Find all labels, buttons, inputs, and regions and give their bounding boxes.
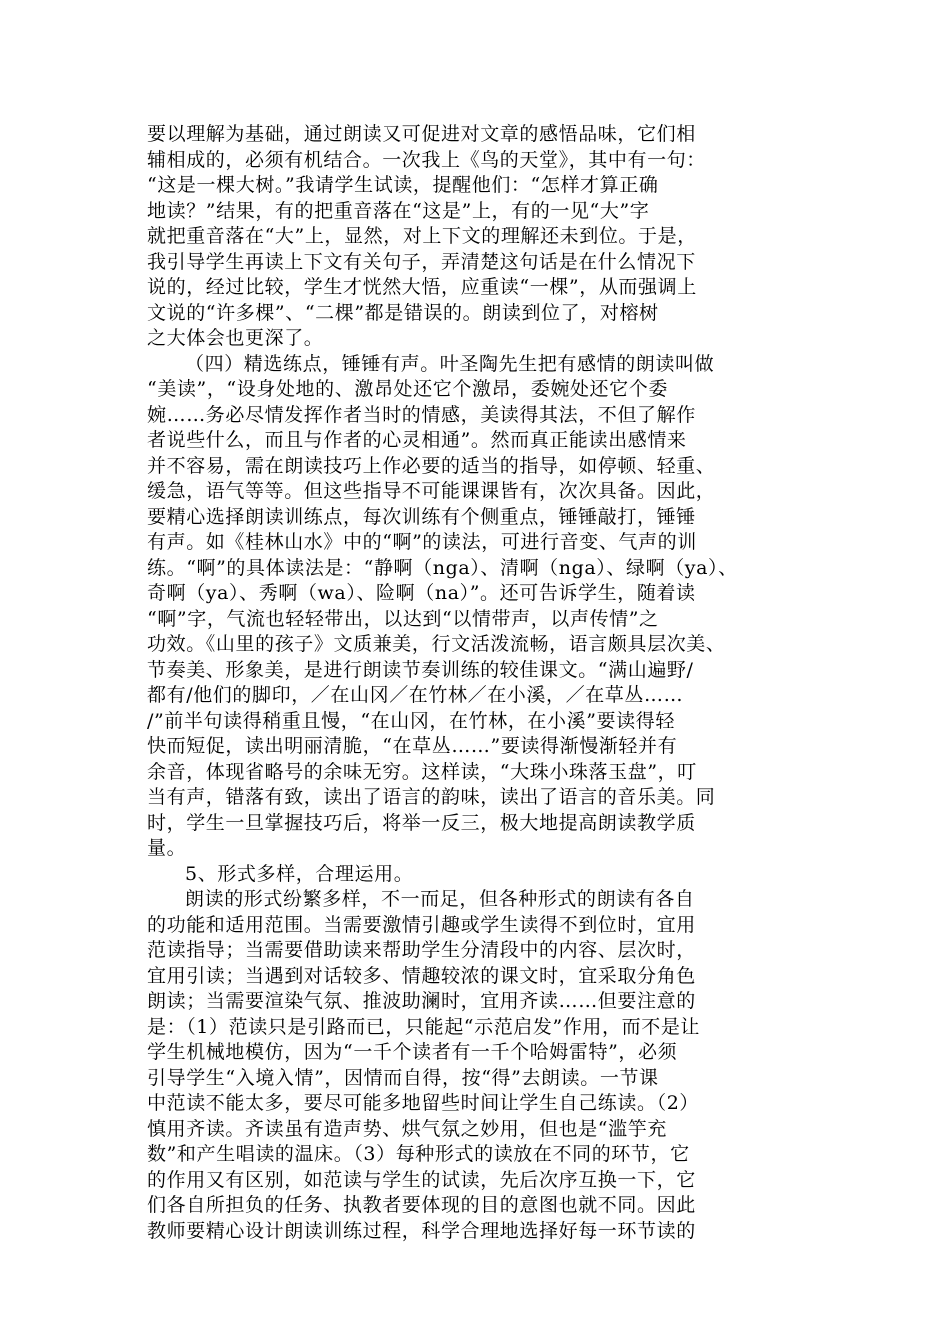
text-line: 数”和产生唱读的温床。（3）每种形式的读放在不同的环节，它 bbox=[147, 1143, 690, 1165]
text-line: 余音，体现省略号的余味无穷。这样读，“大珠小珠落玉盘”，叮 bbox=[147, 760, 697, 783]
text-line: 中范读不能太多，要尽可能多地留些时间让学生自己练读。（2） bbox=[147, 1092, 699, 1114]
text-line: 节奏美、形象美，是进行朗读节奏训练的较佳课文。“满山遍野/ bbox=[147, 658, 694, 681]
text-line: 有声。如《桂林山水》中的“啊”的读法，可进行音变、气声的训 bbox=[147, 531, 697, 553]
section-heading-line: 5、形式多样，合理运用。 bbox=[185, 862, 414, 885]
text-line: 缓急，语气等等。但这些指导不可能课课皆有，次次具备。因此， bbox=[147, 480, 716, 502]
text-line: 并不容易，需在朗读技巧上作必要的适当的指导，如停顿、轻重、 bbox=[147, 454, 716, 477]
text-line: 引导学生“入境入情”，因情而自得，按“得”去朗读。一节课 bbox=[147, 1066, 659, 1089]
text-line: 我引导学生再读上下文有关句子，弄清楚这句话是在什么情况下 bbox=[147, 250, 696, 273]
text-line: 地读？”结果，有的把重音落在“这是”上，有的一见“大”字 bbox=[147, 199, 650, 222]
text-line: “这是一棵大树。”我请学生试读，提醒他们：“怎样才算正确 bbox=[147, 174, 659, 196]
text-line: 功效。《山里的孩子》文质兼美，行文活泼流畅，语言颇具层次美、 bbox=[147, 633, 726, 655]
text-line: 是：（1）范读只是引路而已，只能起“示范启发”作用，而不是让 bbox=[147, 1015, 701, 1038]
text-line: 者说些什么，而且与作者的心灵相通”。然而真正能读出感情来 bbox=[147, 429, 687, 451]
text-line: 宜用引读；当遇到对话较多、情趣较浓的课文时，宜采取分角色 bbox=[147, 964, 696, 987]
text-line: 慎用齐读。齐读虽有造声势、烘气氛之妙用，但也是“滥竽充 bbox=[147, 1117, 667, 1140]
text-line: 说的，经过比较，学生才恍然大悟，应重读“一棵”，从而强调上 bbox=[147, 276, 697, 298]
text-line: 婉……务必尽情发挥作者当时的情感，美读得其法，不但了解作 bbox=[147, 403, 696, 426]
text-line: 练。“啊”的具体读法是：“静啊（nga）、清啊（nga）、绿啊（ya）、 bbox=[147, 556, 738, 579]
text-line: 学生机械地模仿，因为“一千个读者有一千个哈姆雷特”，必须 bbox=[147, 1041, 678, 1063]
text-line: 快而短促，读出明丽清脆，“在草丛……”要读得渐慢渐轻并有 bbox=[147, 735, 678, 757]
text-line: 要精心选择朗读训练点，每次训练有个侧重点，锤锤敲打，锤锤 bbox=[147, 505, 696, 528]
text-line: 的功能和适用范围。当需要激情引趣或学生读得不到位时，宜用 bbox=[147, 913, 696, 936]
text-line: 范读指导；当需要借助读来帮助学生分清段中的内容、层次时， bbox=[147, 939, 696, 961]
paragraph-start-line: 朗读的形式纷繁多样，不一而足，但各种形式的朗读有各自 bbox=[185, 888, 695, 910]
text-line: 之大体会也更深了。 bbox=[147, 327, 324, 349]
text-line: 朗读；当需要渲染气氛、推波助澜时，宜用齐读……但要注意的 bbox=[147, 990, 696, 1012]
text-line: 当有声，错落有致，读出了语言的韵味，读出了语言的音乐美。同 bbox=[147, 786, 716, 808]
text-line: 奇啊（ya）、秀啊（wa）、险啊（na）”。还可告诉学生，随着读 bbox=[147, 582, 696, 604]
body-text bbox=[147, 122, 811, 1244]
text-line: /”前半句读得稍重且慢，“在山冈，在竹林，在小溪”要读得轻 bbox=[147, 709, 675, 732]
text-line: 辅相成的，必须有机结合。一次我上《鸟的天堂》，其中有一句： bbox=[147, 148, 706, 171]
text-line: 要以理解为基础，通过朗读又可促进对文章的感悟品味，它们相 bbox=[147, 123, 696, 145]
text-line: “美读”，“设身处地的、激昂处还它个激昂，委婉处还它个委 bbox=[147, 378, 668, 400]
text-line: “啊”字，气流也轻轻带出，以达到“以情带声，以声传情”之 bbox=[147, 607, 659, 630]
text-line: 量。 bbox=[147, 837, 187, 859]
text-line: 文说的“许多棵”、“二棵”都是错误的。朗读到位了，对榕树 bbox=[147, 301, 659, 324]
text-line: 时，学生一旦掌握技巧后，将举一反三，极大地提高朗读教学质 bbox=[147, 811, 696, 834]
text-line: 都有/他们的脚印，／在山冈／在竹林／在小溪，／在草丛…… bbox=[147, 684, 684, 706]
paragraph-start-line: （四）精选练点，锤锤有声。叶圣陶先生把有感情的朗读叫做 bbox=[185, 352, 715, 375]
text-line: 就把重音落在“大”上，显然，对上下文的理解还未到位。于是， bbox=[147, 225, 697, 247]
text-line: 教师要精心设计朗读训练过程，科学合理地选择好每一环节读的 bbox=[147, 1219, 696, 1242]
text-line: 的作用又有区别，如范读与学生的试读，先后次序互换一下，它 bbox=[147, 1168, 696, 1191]
text-line: 们各自所担负的任务、执教者要体现的目的意图也就不同。因此 bbox=[147, 1194, 696, 1216]
